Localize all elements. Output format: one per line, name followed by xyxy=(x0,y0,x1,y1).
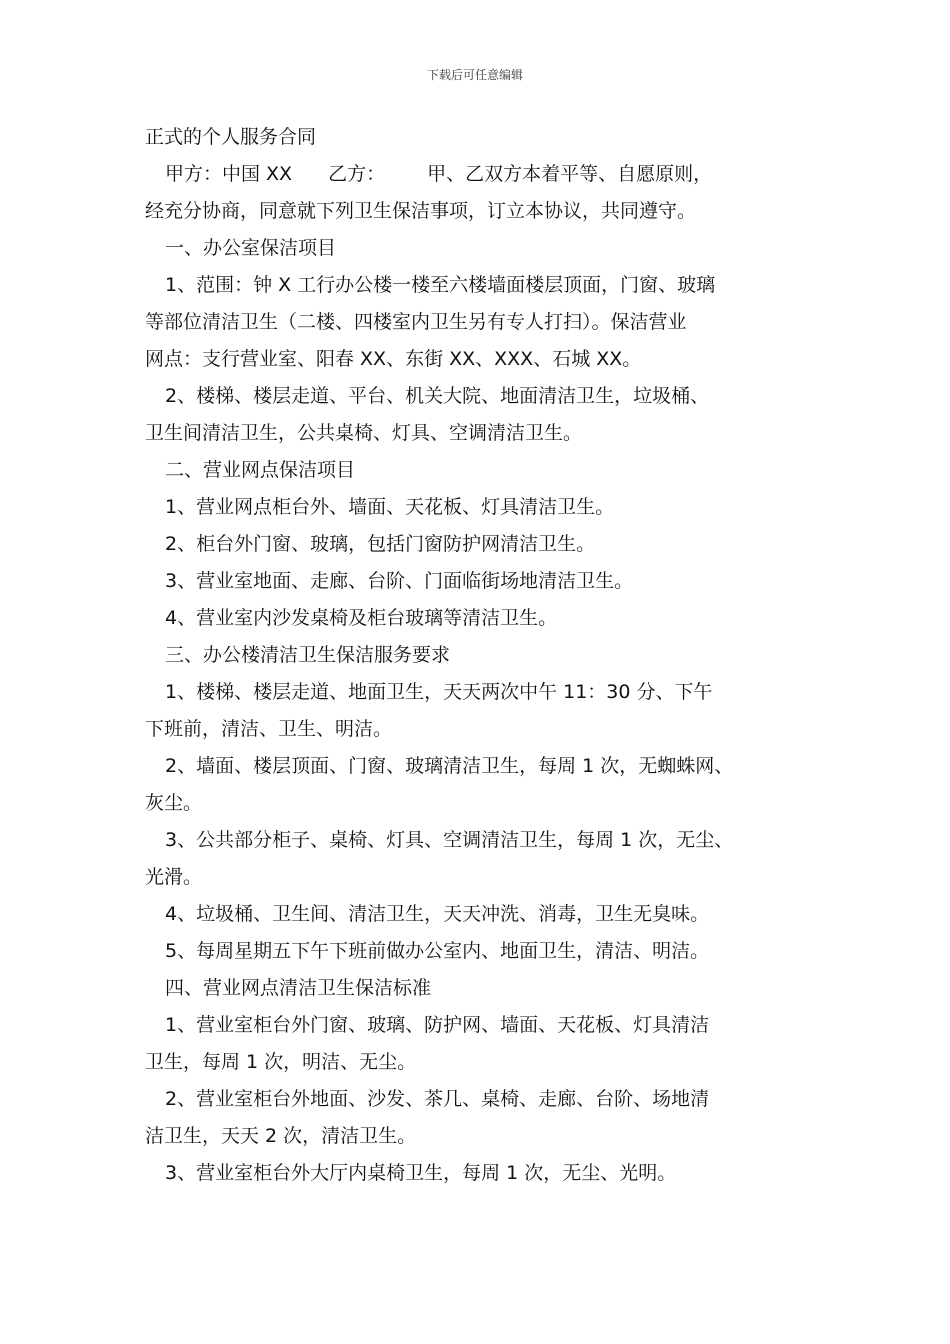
intro-text: 甲、乙双方本着平等、自愿原则， xyxy=(427,163,713,185)
section-heading: 二、营业网点保洁项目 xyxy=(165,459,356,481)
paragraph-line: 5、每周星期五下午下班前做办公室内、地面卫生，清洁、明洁。 xyxy=(165,940,710,962)
paragraph-line: 1、营业室柜台外门窗、玻璃、防护网、墙面、天花板、灯具清洁 xyxy=(165,1014,710,1036)
party-b: 乙方： xyxy=(328,163,386,185)
paragraph-line: 灰尘。 xyxy=(145,792,203,814)
document-title: 正式的个人服务合同 xyxy=(145,126,317,148)
paragraph-line: 4、营业室内沙发桌椅及柜台玻璃等清洁卫生。 xyxy=(165,607,558,629)
section-heading: 三、办公楼清洁卫生保洁服务要求 xyxy=(165,644,451,666)
paragraph-line: 1、范围：钟 X 工行办公楼一楼至六楼墙面楼层顶面，门窗、玻璃 xyxy=(165,274,716,296)
paragraph-line: 洁卫生，天天 2 次，清洁卫生。 xyxy=(145,1125,417,1147)
paragraph-line: 3、公共部分柜子、桌椅、灯具、空调清洁卫生，每周 1 次，无尘、 xyxy=(165,829,734,851)
paragraph-line: 3、营业室柜台外大厅内桌椅卫生，每周 1 次，无尘、光明。 xyxy=(165,1162,677,1184)
section-heading: 一、办公室保洁项目 xyxy=(165,237,337,259)
page-header: 下载后可任意编辑 xyxy=(426,68,523,82)
paragraph-line: 2、楼梯、楼层走道、平台、机关大院、地面清洁卫生，垃圾桶、 xyxy=(165,385,710,407)
paragraph-line: 卫生间清洁卫生，公共桌椅、灯具、空调清洁卫生。 xyxy=(145,422,583,444)
paragraph-line: 4、垃圾桶、卫生间、清洁卫生，天天冲洗、消毒，卫生无臭味。 xyxy=(165,903,710,925)
paragraph-line: 1、楼梯、楼层走道、地面卫生，天天两次中午 11：30 分、下午 xyxy=(165,681,713,703)
paragraph-line: 光滑。 xyxy=(145,866,203,888)
paragraph-line: 2、墙面、楼层顶面、门窗、玻璃清洁卫生，每周 1 次，无蜘蛛网、 xyxy=(165,755,734,777)
paragraph-line: 2、营业室柜台外地面、沙发、茶几、桌椅、走廊、台阶、场地清 xyxy=(165,1088,710,1110)
party-line xyxy=(145,156,820,193)
section-heading: 四、营业网点清洁卫生保洁标准 xyxy=(165,977,432,999)
paragraph-line: 卫生，每周 1 次，明洁、无尘。 xyxy=(145,1051,417,1073)
paragraph-line: 等部位清洁卫生（二楼、四楼室内卫生另有专人打扫）。保洁营业 xyxy=(145,311,687,333)
paragraph-line: 网点：支行营业室、阳春 XX、东街 XX、XXX、石城 XX。 xyxy=(145,348,642,370)
paragraph-line: 经充分协商，同意就下列卫生保洁事项，订立本协议，共同遵守。 xyxy=(145,200,697,222)
paragraph-line: 2、柜台外门窗、玻璃，包括门窗防护网清洁卫生。 xyxy=(165,533,596,555)
party-a: 甲方：中国 XX xyxy=(165,163,293,185)
paragraph-line: 1、营业网点柜台外、墙面、天花板、灯具清洁卫生。 xyxy=(165,496,615,518)
paragraph-line: 3、营业室地面、走廊、台阶、门面临街场地清洁卫生。 xyxy=(165,570,634,592)
paragraph-line: 下班前，清洁、卫生、明洁。 xyxy=(145,718,393,740)
document-body xyxy=(145,119,820,1192)
